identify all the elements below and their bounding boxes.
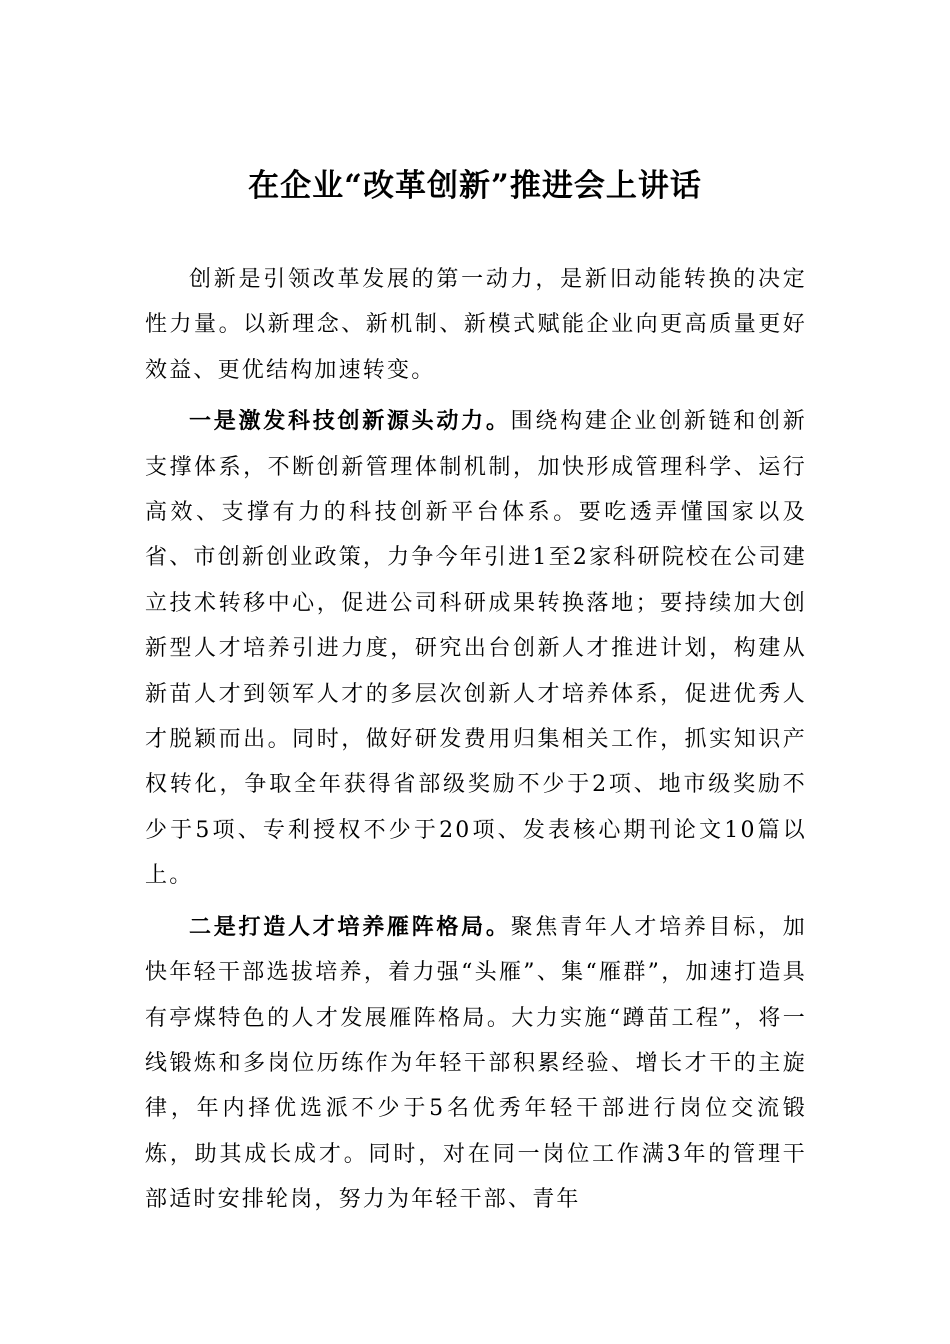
paragraph-text: 创新是引领改革发展的第一动力，是新旧动能转换的决定性力量。以新理念、新机制、新模式赋能企业向更高质量更好效益、更优结构加速转变。: [145, 267, 807, 383]
document-body: [145, 257, 807, 1229]
paragraph-intro: [145, 257, 807, 393]
paragraph-lead: 一是激发科技创新源头动力。: [189, 408, 511, 435]
paragraph-text: 聚焦青年人才培养目标，加快年轻干部选拔培养，着力强“头雁”、集“雁群”，加速打造具有亭煤特色的人才发展雁阵格局。大力实施“蹲苗工程”，将一线锻炼和多岗位历练作为年轻干部积累经验、增长才干的主旋律，年内择优选派不少于5名优秀年轻干部进行岗位交流锻炼，助其成长成才。同时，对在同一岗位工作满3年的管理干部适时安排轮岗，努力为年轻干部、青年: [145, 914, 807, 1213]
paragraph-lead: 二是打造人才培养雁阵格局。: [189, 913, 511, 940]
paragraph-text: 围绕构建企业创新链和创新支撑体系，不断创新管理体制机制，加快形成管理科学、运行高效、支撑有力的科技创新平台体系。要吃透弄懂国家以及省、市创新创业政策，力争今年引进1至2家科研院校在公司建立技术转移中心，促进公司科研成果转换落地；要持续加大创新型人才培养引进力度，研究出台创新人才推进计划，构建从新苗人才到领军人才的多层次创新人才培养体系，促进优秀人才脱颖而出。同时，做好研发费用归集相关工作，抓实知识产权转化，争取全年获得省部级奖励不少于2项、地市级奖励不少于5项、专利授权不少于20项、发表核心期刊论文10篇以上。: [145, 409, 807, 889]
paragraph-talent-training: [145, 905, 807, 1223]
document-title: 在企业“改革创新”推进会上讲话: [248, 168, 702, 204]
paragraph-tech-innovation: [145, 399, 807, 898]
